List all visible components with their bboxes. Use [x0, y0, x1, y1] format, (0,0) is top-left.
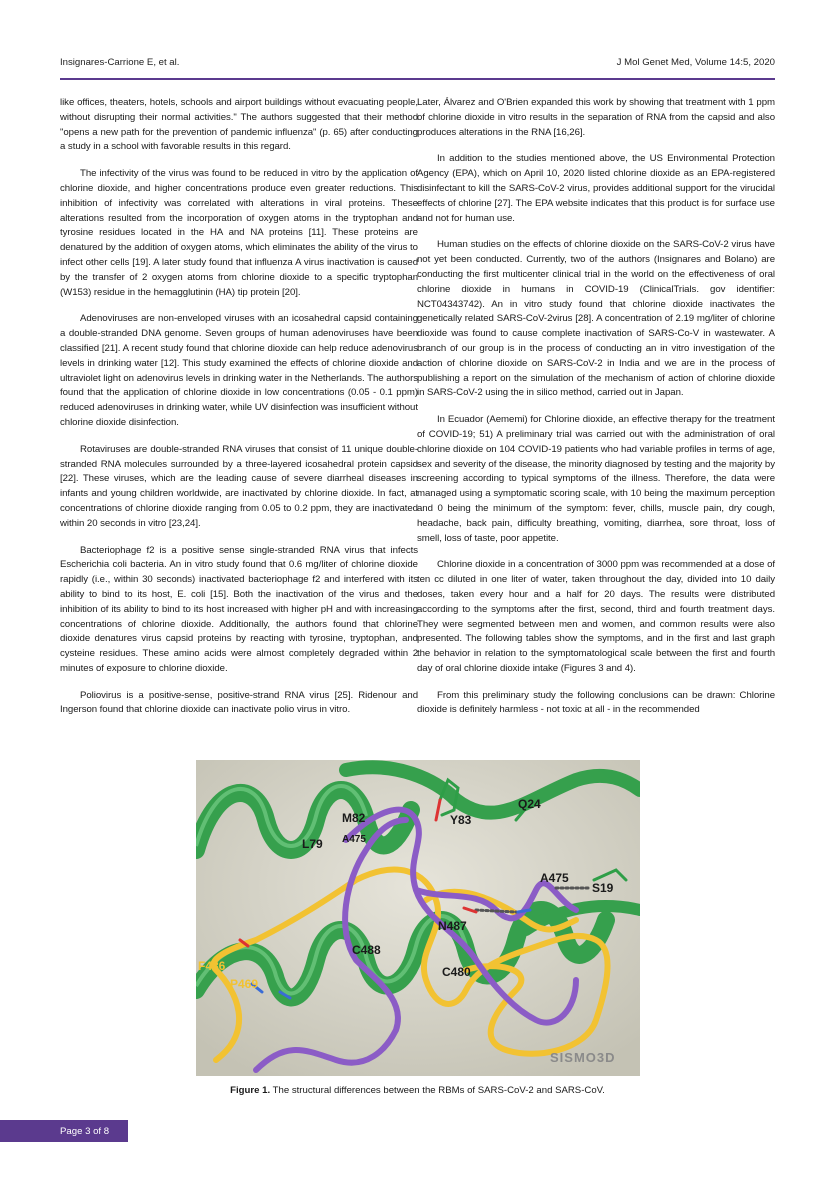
label-f486: F486	[198, 959, 226, 973]
paragraph: Bacteriophage f2 is a positive sense single-stranded RNA virus that infects Escherichia coli bacteria. An in vitro study found that 0.6 mg/liter of chlorine dioxide rapidly (i.e., within 30 seconds) inactivated bacteriophage f2 and interfered with its ability to bind to its host, E. coli [15]. Both the inactivation of the virus and the inhibition of its ability to bind to its host increased with higher pH and with increasing concentrations of chlorine dioxide. Additionally, the authors found that chlorine dioxide denatures virus capsid proteins by reacting with tyrosine, tryptophan, and cysteine residues. These amino acids were almost completely degraded within 2 minutes of exposure to chlorine dioxide.	[60, 544, 418, 674]
paragraph: From this preliminary study the following conclusions can be drawn: Chlorine dioxide is definitely harmless - not toxic at all - in the recommended	[417, 689, 775, 716]
paragraph: Human studies on the effects of chlorine dioxide on the SARS-CoV-2 virus have not yet been conducted. Currently, two of the authors (Insignares and Bolano) are conducting the first multicenter clinical trial in the world on the effectiveness of oral chlorine dioxide in humans in COVID-19 (ClinicalTrials. gov identifier: NCT04343742). An in vitro study found that chlorine dioxide inactivates the genetically related SARS-CoV-2virus [28]. A concentration of 2.19 mg/liter of chlorine dioxide was found to cause complete inactivation of SARS-Co-V in wastewater. A branch of our group is in the process of conducting an in vitro investigation of the action of chlorine dioxide on SARS-CoV-2 in India and we are in the process of publishing a report on the simulation of the mechanism of action of chlorine dioxide in SARS-CoV-2 using the in silico method, carried out in Japan.	[417, 239, 775, 399]
caption-label: Figure 1.	[230, 1085, 271, 1096]
page-number: Page 3 of 8	[60, 1125, 110, 1137]
label-m82: M82	[342, 811, 366, 825]
header-authors: Insignares-Carrione E, et al.	[60, 57, 180, 68]
page-number-tab	[0, 1120, 128, 1142]
caption-text: The structural differences between the RBMs of SARS-CoV-2 and SARS-CoV.	[270, 1085, 605, 1096]
label-c480: C480	[442, 965, 471, 979]
label-a475-right: A475	[540, 871, 569, 885]
label-q24: Q24	[518, 797, 541, 811]
right-column	[417, 96, 775, 730]
paragraph: Poliovirus is a positive-sense, positive-strand RNA virus [25]. Ridenour and Ingerson found that chlorine dioxide can inactivate polio virus in vitro.	[60, 689, 418, 716]
label-y83: Y83	[450, 813, 472, 827]
paragraph: The infectivity of the virus was found to be reduced in vitro by the application of chlorine dioxide, and higher concentrations produce even greater reductions. This inhibition of infectivity was correlated with alterations in viral proteins. These alterations resulted from the incorporation of oxygen atoms in the tryptophan and tyrosine residues located in the HA and NA proteins [11]. These proteins are denatured by the addition of oxygen atoms, which eliminates the ability of the virus to infect other cells [19]. A later study found that influenza A virus inactivation is caused by the transfer of 2 oxygen atoms from chlorine dioxide to a specific tryptophan (W153) residue in the hemagglutinin (HA) tip protein [20].	[60, 168, 418, 298]
label-a475-top: A475	[342, 834, 366, 845]
paragraph: Later, Álvarez and O'Brien expanded this work by showing that treatment with 1 ppm of chlorine dioxide in vitro results in the separation of RNA from the capsid and also produces alterations in the RNA [16,26].	[417, 97, 775, 138]
paragraph: Chlorine dioxide in a concentration of 3000 ppm was recommended at a dose of ten cc diluted in one liter of water, taken throughout the day, divided into 10 daily doses, taken every hour and a half for 20 days. The results were distributed according to the symptoms after the first, second, third and fourth treatment days. They were segmented between men and women, and common results were also presented. The following tables show the symptoms, and in the first and last graph the behavior in relation to the symptomatological scale between the first and fourth day of oral chlorine dioxide intake (Figures 3 and 4).	[417, 559, 775, 674]
left-column	[60, 96, 418, 730]
header-rule	[60, 78, 775, 80]
label-c488: C488	[352, 943, 381, 957]
paragraph: Rotaviruses are double-stranded RNA viruses that consist of 11 unique double-stranded RNA molecules surrounded by a three-layered icosahedral protein capsid [22]. These viruses, which are the leading cause of severe diarrheal diseases in infants and young children worldwide, are inactivated by chlorine dioxide. In fact, at concentrations of chlorine dioxide ranging from 0.05 to 0.2 ppm, they are inactivated within 20 seconds in vitro [23,24].	[60, 443, 418, 529]
paragraph: In Ecuador (Aememi) for Chlorine dioxide, an effective therapy for the treatment of COVID-19; 51) A preliminary trial was carried out with the administration of oral chlorine dioxide on 104 COVID-19 patients who had variable profiles in terms of age, sex and severity of the disease, the minority diagnosed by testing and the majority by screening according to typical symptoms of the illness. Therefore, the data were managed using a symptomatic scoring scale, with 10 being the maximum perception and 0 being the minimum of the symptom: fever, chills, muscle pain, dry cough, headache, back pain, difficulty breathing, vomiting, diarrhea, sore throat, loss of smell, loss of taste, poor appetite.	[417, 414, 775, 544]
protein-ribbon-image	[196, 760, 640, 1076]
paragraph: like offices, theaters, hotels, schools and airport buildings without evacuating people, without disrupting their normal activities." The authors suggested that their method "opens a new path for the prevention of pandemic influenza" (p. 65) after conducting a study in a school with favorable results in this regard.	[60, 97, 418, 153]
watermark: SISMO3D	[550, 1050, 616, 1065]
paragraph: In addition to the studies mentioned above, the US Environmental Protection Agency (EPA), which on April 10, 2020 listed chlorine dioxide as an EPA-registered disinfectant to kill the SARS-CoV-2 virus, provides additional support for the virucidal effects of chlorine [27]. The EPA website indicates that this product is for surface use and not for human use.	[417, 153, 775, 224]
label-s19: S19	[592, 881, 614, 895]
label-p469: P469	[230, 977, 259, 991]
header-journal: J Mol Genet Med, Volume 14:5, 2020	[616, 57, 775, 68]
figure-caption	[60, 1085, 775, 1096]
paragraph: Adenoviruses are non-enveloped viruses with an icosahedral capsid containing a double-stranded DNA genome. Seven groups of human adenoviruses have been classified [21]. A recent study found that chlorine dioxide can help reduce adenovirus levels in drinking water [12]. This study examined the effects of chlorine dioxide and ultraviolet light on adenovirus levels in drinking water in the Netherlands. The authors found that the application of chlorine dioxide in low concentrations (0.05 - 0.1 ppm) reduced adenoviruses in drinking water, while UV disinfection was insufficient without chlorine dioxide disinfection.	[60, 313, 418, 428]
running-header	[60, 57, 775, 68]
label-l79: L79	[302, 837, 323, 851]
figure-1-protein-structure	[196, 760, 640, 1076]
label-n487: N487	[438, 919, 467, 933]
